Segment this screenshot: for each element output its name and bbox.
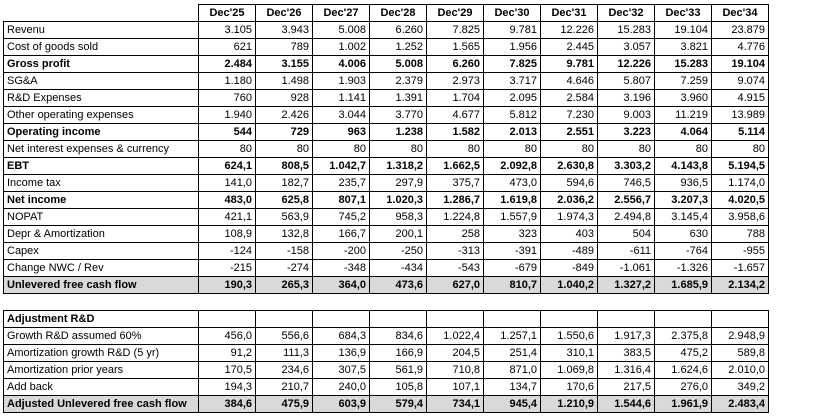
empty-cell[interactable]	[256, 294, 313, 311]
value-cell[interactable]: 456,0	[199, 328, 256, 345]
value-cell[interactable]: 483,0	[199, 192, 256, 209]
empty-cell[interactable]	[712, 294, 769, 311]
value-cell[interactable]: -250	[370, 243, 427, 260]
row-label[interactable]: Change NWC / Rev	[4, 260, 199, 277]
value-cell[interactable]: 4.646	[541, 73, 598, 90]
row-label[interactable]: EBT	[4, 158, 199, 175]
value-cell[interactable]: -611	[598, 243, 655, 260]
value-cell[interactable]: 684,3	[313, 328, 370, 345]
value-cell[interactable]: 3.044	[313, 107, 370, 124]
value-cell[interactable]: 2.556,7	[598, 192, 655, 209]
empty-cell[interactable]	[4, 294, 199, 311]
value-cell[interactable]: 134,7	[484, 379, 541, 396]
value-cell[interactable]: 1.238	[370, 124, 427, 141]
adjustment-row	[4, 379, 769, 396]
value-cell[interactable]: 421,1	[199, 209, 256, 226]
value-cell[interactable]: 323	[484, 226, 541, 243]
table-row	[4, 56, 769, 73]
value-cell[interactable]: 734,1	[427, 396, 484, 413]
value-cell[interactable]: 1.544,6	[598, 396, 655, 413]
table-row	[4, 107, 769, 124]
value-cell[interactable]: 23.879	[712, 22, 769, 39]
value-cell[interactable]: 19.104	[712, 56, 769, 73]
empty-cell[interactable]	[427, 294, 484, 311]
value-cell[interactable]: 1.180	[199, 73, 256, 90]
value-cell[interactable]: 544	[199, 124, 256, 141]
empty-cell[interactable]	[199, 311, 256, 328]
value-cell[interactable]: 6.260	[427, 56, 484, 73]
empty-cell[interactable]	[199, 294, 256, 311]
value-cell[interactable]: 1.619,8	[484, 192, 541, 209]
value-cell[interactable]: 80	[370, 141, 427, 158]
adjustment-row	[4, 396, 769, 413]
value-cell[interactable]: 958,3	[370, 209, 427, 226]
value-cell[interactable]: 1.069,8	[541, 362, 598, 379]
value-cell[interactable]: 2.379	[370, 73, 427, 90]
value-cell[interactable]: 11.219	[655, 107, 712, 124]
corner-cell[interactable]	[4, 5, 199, 22]
value-cell[interactable]: 1.956	[484, 39, 541, 56]
value-cell[interactable]: -543	[427, 260, 484, 277]
value-cell[interactable]: -1.061	[598, 260, 655, 277]
value-cell[interactable]: 2.483,4	[712, 396, 769, 413]
value-cell[interactable]: 621	[199, 39, 256, 56]
value-cell[interactable]: 9.003	[598, 107, 655, 124]
row-label[interactable]: Add back	[4, 379, 199, 396]
value-cell[interactable]: 3.207,3	[655, 192, 712, 209]
value-cell[interactable]: 1.022,4	[427, 328, 484, 345]
adjustment-row	[4, 345, 769, 362]
value-cell[interactable]: 788	[712, 226, 769, 243]
value-cell[interactable]: 473,6	[370, 277, 427, 294]
value-cell[interactable]: 1.961,9	[655, 396, 712, 413]
empty-cell[interactable]	[712, 311, 769, 328]
column-header[interactable]: Dec'32	[598, 5, 655, 22]
value-cell[interactable]: 624,1	[199, 158, 256, 175]
row-label[interactable]: Unlevered free cash flow	[4, 277, 199, 294]
value-cell[interactable]: 276,0	[655, 379, 712, 396]
value-cell[interactable]: 9.781	[541, 56, 598, 73]
value-cell[interactable]: 15.283	[655, 56, 712, 73]
value-cell[interactable]: 1.174,0	[712, 175, 769, 192]
value-cell[interactable]: 7.825	[484, 56, 541, 73]
table-row	[4, 73, 769, 90]
row-label[interactable]: Net income	[4, 192, 199, 209]
empty-cell[interactable]	[370, 294, 427, 311]
value-cell[interactable]: 194,3	[199, 379, 256, 396]
value-cell[interactable]: 1.286,7	[427, 192, 484, 209]
value-cell[interactable]: 204,5	[427, 345, 484, 362]
value-cell[interactable]: 19.104	[655, 22, 712, 39]
row-label[interactable]: Operating income	[4, 124, 199, 141]
value-cell[interactable]: 563,9	[256, 209, 313, 226]
column-header[interactable]: Dec'34	[712, 5, 769, 22]
table-row	[4, 124, 769, 141]
value-cell[interactable]: 258	[427, 226, 484, 243]
value-cell[interactable]: 2.484	[199, 56, 256, 73]
value-cell[interactable]: 2.010,0	[712, 362, 769, 379]
value-cell[interactable]: 307,5	[313, 362, 370, 379]
value-cell[interactable]: 760	[199, 90, 256, 107]
value-cell[interactable]: 80	[484, 141, 541, 158]
row-label[interactable]: Depr & Amortization	[4, 226, 199, 243]
header-row	[4, 5, 769, 22]
value-cell[interactable]: 2.426	[256, 107, 313, 124]
value-cell[interactable]: 834,6	[370, 328, 427, 345]
value-cell[interactable]: 384,6	[199, 396, 256, 413]
value-cell[interactable]: 5.812	[484, 107, 541, 124]
value-cell[interactable]: -679	[484, 260, 541, 277]
value-cell[interactable]: 80	[712, 141, 769, 158]
value-cell[interactable]: 2.095	[484, 90, 541, 107]
table-row	[4, 158, 769, 175]
value-cell[interactable]: 2.092,8	[484, 158, 541, 175]
value-cell[interactable]: 1.903	[313, 73, 370, 90]
value-cell[interactable]: 1.940	[199, 107, 256, 124]
value-cell[interactable]: 7.230	[541, 107, 598, 124]
value-cell[interactable]: 3.155	[256, 56, 313, 73]
value-cell[interactable]: 5.008	[370, 56, 427, 73]
value-cell[interactable]: -489	[541, 243, 598, 260]
empty-cell[interactable]	[598, 294, 655, 311]
value-cell[interactable]: 1.662,5	[427, 158, 484, 175]
financial-table	[3, 4, 769, 413]
value-cell[interactable]: 625,8	[256, 192, 313, 209]
empty-cell[interactable]	[484, 294, 541, 311]
section-title[interactable]: Adjustment R&D	[4, 311, 199, 328]
value-cell[interactable]: 808,5	[256, 158, 313, 175]
value-cell[interactable]: 136,9	[313, 345, 370, 362]
column-header[interactable]: Dec'29	[427, 5, 484, 22]
value-cell[interactable]: 1.917,3	[598, 328, 655, 345]
value-cell[interactable]: 12.226	[541, 22, 598, 39]
value-cell[interactable]: 475,2	[655, 345, 712, 362]
value-cell[interactable]: 3.105	[199, 22, 256, 39]
value-cell[interactable]: 1.557,9	[484, 209, 541, 226]
column-header[interactable]: Dec'28	[370, 5, 427, 22]
value-cell[interactable]: 3.057	[598, 39, 655, 56]
value-cell[interactable]: -215	[199, 260, 256, 277]
value-cell[interactable]: 3.717	[484, 73, 541, 90]
value-cell[interactable]: 182,7	[256, 175, 313, 192]
value-cell[interactable]: -200	[313, 243, 370, 260]
value-cell[interactable]: 936,5	[655, 175, 712, 192]
value-cell[interactable]: 2.494,8	[598, 209, 655, 226]
value-cell[interactable]: 579,4	[370, 396, 427, 413]
row-label[interactable]: R&D Expenses	[4, 90, 199, 107]
value-cell[interactable]: 1.042,7	[313, 158, 370, 175]
value-cell[interactable]: 1.974,3	[541, 209, 598, 226]
value-cell[interactable]: 297,9	[370, 175, 427, 192]
table-row	[4, 90, 769, 107]
value-cell[interactable]: 2.630,8	[541, 158, 598, 175]
column-header[interactable]: Dec'27	[313, 5, 370, 22]
value-cell[interactable]: 1.252	[370, 39, 427, 56]
value-cell[interactable]: 810,7	[484, 277, 541, 294]
value-cell[interactable]: 310,1	[541, 345, 598, 362]
value-cell[interactable]: 375,7	[427, 175, 484, 192]
value-cell[interactable]: -124	[199, 243, 256, 260]
value-cell[interactable]: 80	[199, 141, 256, 158]
row-label[interactable]: Gross profit	[4, 56, 199, 73]
value-cell[interactable]: -1.326	[655, 260, 712, 277]
value-cell[interactable]: 2.973	[427, 73, 484, 90]
value-cell[interactable]: -849	[541, 260, 598, 277]
value-cell[interactable]: 7.259	[655, 73, 712, 90]
value-cell[interactable]: 132,8	[256, 226, 313, 243]
empty-cell[interactable]	[313, 294, 370, 311]
row-label[interactable]: Net interest expenses & currency	[4, 141, 199, 158]
empty-cell[interactable]	[598, 311, 655, 328]
value-cell[interactable]: 364,0	[313, 277, 370, 294]
value-cell[interactable]: 1.002	[313, 39, 370, 56]
value-cell[interactable]: 556,6	[256, 328, 313, 345]
row-label[interactable]: Adjusted Unlevered free cash flow	[4, 396, 199, 413]
table-row	[4, 243, 769, 260]
value-cell[interactable]: 1.316,4	[598, 362, 655, 379]
value-cell[interactable]: 5.194,5	[712, 158, 769, 175]
value-cell[interactable]: -274	[256, 260, 313, 277]
value-cell[interactable]: 2.375,8	[655, 328, 712, 345]
value-cell[interactable]: 871,0	[484, 362, 541, 379]
value-cell[interactable]: 2.948,9	[712, 328, 769, 345]
column-header[interactable]: Dec'30	[484, 5, 541, 22]
value-cell[interactable]: 3.821	[655, 39, 712, 56]
value-cell[interactable]: 589,8	[712, 345, 769, 362]
value-cell[interactable]: 1.040,2	[541, 277, 598, 294]
empty-cell[interactable]	[484, 311, 541, 328]
value-cell[interactable]: 240,0	[313, 379, 370, 396]
value-cell[interactable]: 3.960	[655, 90, 712, 107]
empty-cell[interactable]	[427, 311, 484, 328]
value-cell[interactable]: 1.498	[256, 73, 313, 90]
value-cell[interactable]: 603,9	[313, 396, 370, 413]
value-cell[interactable]: 105,8	[370, 379, 427, 396]
table-row	[4, 141, 769, 158]
value-cell[interactable]: 4.915	[712, 90, 769, 107]
column-header[interactable]: Dec'26	[256, 5, 313, 22]
value-cell[interactable]: 963	[313, 124, 370, 141]
row-label[interactable]: Growth R&D assumed 60%	[4, 328, 199, 345]
value-cell[interactable]: 1.624,6	[655, 362, 712, 379]
value-cell[interactable]: 1.565	[427, 39, 484, 56]
empty-cell[interactable]	[313, 311, 370, 328]
value-cell[interactable]: 5.807	[598, 73, 655, 90]
value-cell[interactable]: 1.327,2	[598, 277, 655, 294]
value-cell[interactable]: 710,8	[427, 362, 484, 379]
value-cell[interactable]: 1.685,9	[655, 277, 712, 294]
value-cell[interactable]: 403	[541, 226, 598, 243]
row-label[interactable]: Capex	[4, 243, 199, 260]
value-cell[interactable]: 3.196	[598, 90, 655, 107]
value-cell[interactable]: 80	[598, 141, 655, 158]
value-cell[interactable]: 3.958,6	[712, 209, 769, 226]
value-cell[interactable]: 13.989	[712, 107, 769, 124]
value-cell[interactable]: 9.074	[712, 73, 769, 90]
value-cell[interactable]: 217,5	[598, 379, 655, 396]
table-row	[4, 277, 769, 294]
empty-cell[interactable]	[541, 311, 598, 328]
spreadsheet	[3, 4, 769, 413]
value-cell[interactable]: -764	[655, 243, 712, 260]
table-row	[4, 175, 769, 192]
value-cell[interactable]: 2.445	[541, 39, 598, 56]
value-cell[interactable]: 4.006	[313, 56, 370, 73]
value-cell[interactable]: 807,1	[313, 192, 370, 209]
empty-cell[interactable]	[541, 294, 598, 311]
value-cell[interactable]: 235,7	[313, 175, 370, 192]
value-cell[interactable]: 746,5	[598, 175, 655, 192]
row-label[interactable]: SG&A	[4, 73, 199, 90]
value-cell[interactable]: 1.020,3	[370, 192, 427, 209]
value-cell[interactable]: 265,3	[256, 277, 313, 294]
value-cell[interactable]: -1.657	[712, 260, 769, 277]
value-cell[interactable]: 1.141	[313, 90, 370, 107]
value-cell[interactable]: 2.584	[541, 90, 598, 107]
value-cell[interactable]: 80	[541, 141, 598, 158]
value-cell[interactable]: 2.551	[541, 124, 598, 141]
value-cell[interactable]: 2.036,2	[541, 192, 598, 209]
value-cell[interactable]: 4.677	[427, 107, 484, 124]
value-cell[interactable]: 166,9	[370, 345, 427, 362]
table-row	[4, 260, 769, 277]
value-cell[interactable]: 141,0	[199, 175, 256, 192]
value-cell[interactable]: 3.770	[370, 107, 427, 124]
value-cell[interactable]: 627,0	[427, 277, 484, 294]
adjustment-row	[4, 362, 769, 379]
value-cell[interactable]: 80	[655, 141, 712, 158]
value-cell[interactable]: 945,4	[484, 396, 541, 413]
value-cell[interactable]: 3.145,4	[655, 209, 712, 226]
value-cell[interactable]: 594,6	[541, 175, 598, 192]
value-cell[interactable]: 190,3	[199, 277, 256, 294]
value-cell[interactable]: 1.224,8	[427, 209, 484, 226]
value-cell[interactable]: 1.257,1	[484, 328, 541, 345]
column-header[interactable]: Dec'33	[655, 5, 712, 22]
table-row	[4, 192, 769, 209]
value-cell[interactable]: 5.008	[313, 22, 370, 39]
value-cell[interactable]: 1.391	[370, 90, 427, 107]
row-label[interactable]: NOPAT	[4, 209, 199, 226]
adjustment-row	[4, 328, 769, 345]
value-cell[interactable]: 745,2	[313, 209, 370, 226]
value-cell[interactable]: 1.704	[427, 90, 484, 107]
row-label[interactable]: Cost of goods sold	[4, 39, 199, 56]
empty-cell[interactable]	[256, 311, 313, 328]
empty-cell[interactable]	[655, 311, 712, 328]
value-cell[interactable]: 7.825	[427, 22, 484, 39]
value-cell[interactable]: 1.318,2	[370, 158, 427, 175]
value-cell[interactable]: -313	[427, 243, 484, 260]
row-label[interactable]: Amortization prior years	[4, 362, 199, 379]
value-cell[interactable]: -434	[370, 260, 427, 277]
value-cell[interactable]: 166,7	[313, 226, 370, 243]
value-cell[interactable]: 3.943	[256, 22, 313, 39]
value-cell[interactable]: 561,9	[370, 362, 427, 379]
value-cell[interactable]: 200,1	[370, 226, 427, 243]
table-row	[4, 209, 769, 226]
value-cell[interactable]: 4.064	[655, 124, 712, 141]
value-cell[interactable]: 1.550,6	[541, 328, 598, 345]
value-cell[interactable]: 91,2	[199, 345, 256, 362]
column-header[interactable]: Dec'31	[541, 5, 598, 22]
empty-cell[interactable]	[370, 311, 427, 328]
row-label[interactable]: Income tax	[4, 175, 199, 192]
value-cell[interactable]: -348	[313, 260, 370, 277]
row-label[interactable]: Revenu	[4, 22, 199, 39]
value-cell[interactable]: 111,3	[256, 345, 313, 362]
value-cell[interactable]: 4.020,5	[712, 192, 769, 209]
value-cell[interactable]: 170,6	[541, 379, 598, 396]
value-cell[interactable]: 12.226	[598, 56, 655, 73]
value-cell[interactable]: 729	[256, 124, 313, 141]
row-label[interactable]: Amortization growth R&D (5 yr)	[4, 345, 199, 362]
value-cell[interactable]: 928	[256, 90, 313, 107]
value-cell[interactable]: -391	[484, 243, 541, 260]
table-row	[4, 39, 769, 56]
column-header[interactable]: Dec'25	[199, 5, 256, 22]
spacer-row	[4, 294, 769, 311]
value-cell[interactable]: 4.776	[712, 39, 769, 56]
value-cell[interactable]: 630	[655, 226, 712, 243]
value-cell[interactable]: 15.283	[598, 22, 655, 39]
value-cell[interactable]: 383,5	[598, 345, 655, 362]
value-cell[interactable]: 3.223	[598, 124, 655, 141]
value-cell[interactable]: 473,0	[484, 175, 541, 192]
table-row	[4, 226, 769, 243]
value-cell[interactable]: 3.303,2	[598, 158, 655, 175]
empty-cell[interactable]	[655, 294, 712, 311]
table-row	[4, 22, 769, 39]
section-header-row	[4, 311, 769, 328]
value-cell[interactable]: 5.114	[712, 124, 769, 141]
value-cell[interactable]: 210,7	[256, 379, 313, 396]
value-cell[interactable]: -955	[712, 243, 769, 260]
value-cell[interactable]: 789	[256, 39, 313, 56]
value-cell[interactable]: 6.260	[370, 22, 427, 39]
value-cell[interactable]: 108,9	[199, 226, 256, 243]
value-cell[interactable]: 1.210,9	[541, 396, 598, 413]
value-cell[interactable]: 475,9	[256, 396, 313, 413]
value-cell[interactable]: 1.582	[427, 124, 484, 141]
value-cell[interactable]: 234,6	[256, 362, 313, 379]
value-cell[interactable]: 504	[598, 226, 655, 243]
value-cell[interactable]: 107,1	[427, 379, 484, 396]
value-cell[interactable]: 9.781	[484, 22, 541, 39]
value-cell[interactable]: 80	[313, 141, 370, 158]
value-cell[interactable]: 251,4	[484, 345, 541, 362]
value-cell[interactable]: 170,5	[199, 362, 256, 379]
value-cell[interactable]: 2.013	[484, 124, 541, 141]
value-cell[interactable]: 80	[256, 141, 313, 158]
value-cell[interactable]: 80	[427, 141, 484, 158]
value-cell[interactable]: -158	[256, 243, 313, 260]
value-cell[interactable]: 4.143,8	[655, 158, 712, 175]
value-cell[interactable]: 2.134,2	[712, 277, 769, 294]
value-cell[interactable]: 349,2	[712, 379, 769, 396]
row-label[interactable]: Other operating expenses	[4, 107, 199, 124]
